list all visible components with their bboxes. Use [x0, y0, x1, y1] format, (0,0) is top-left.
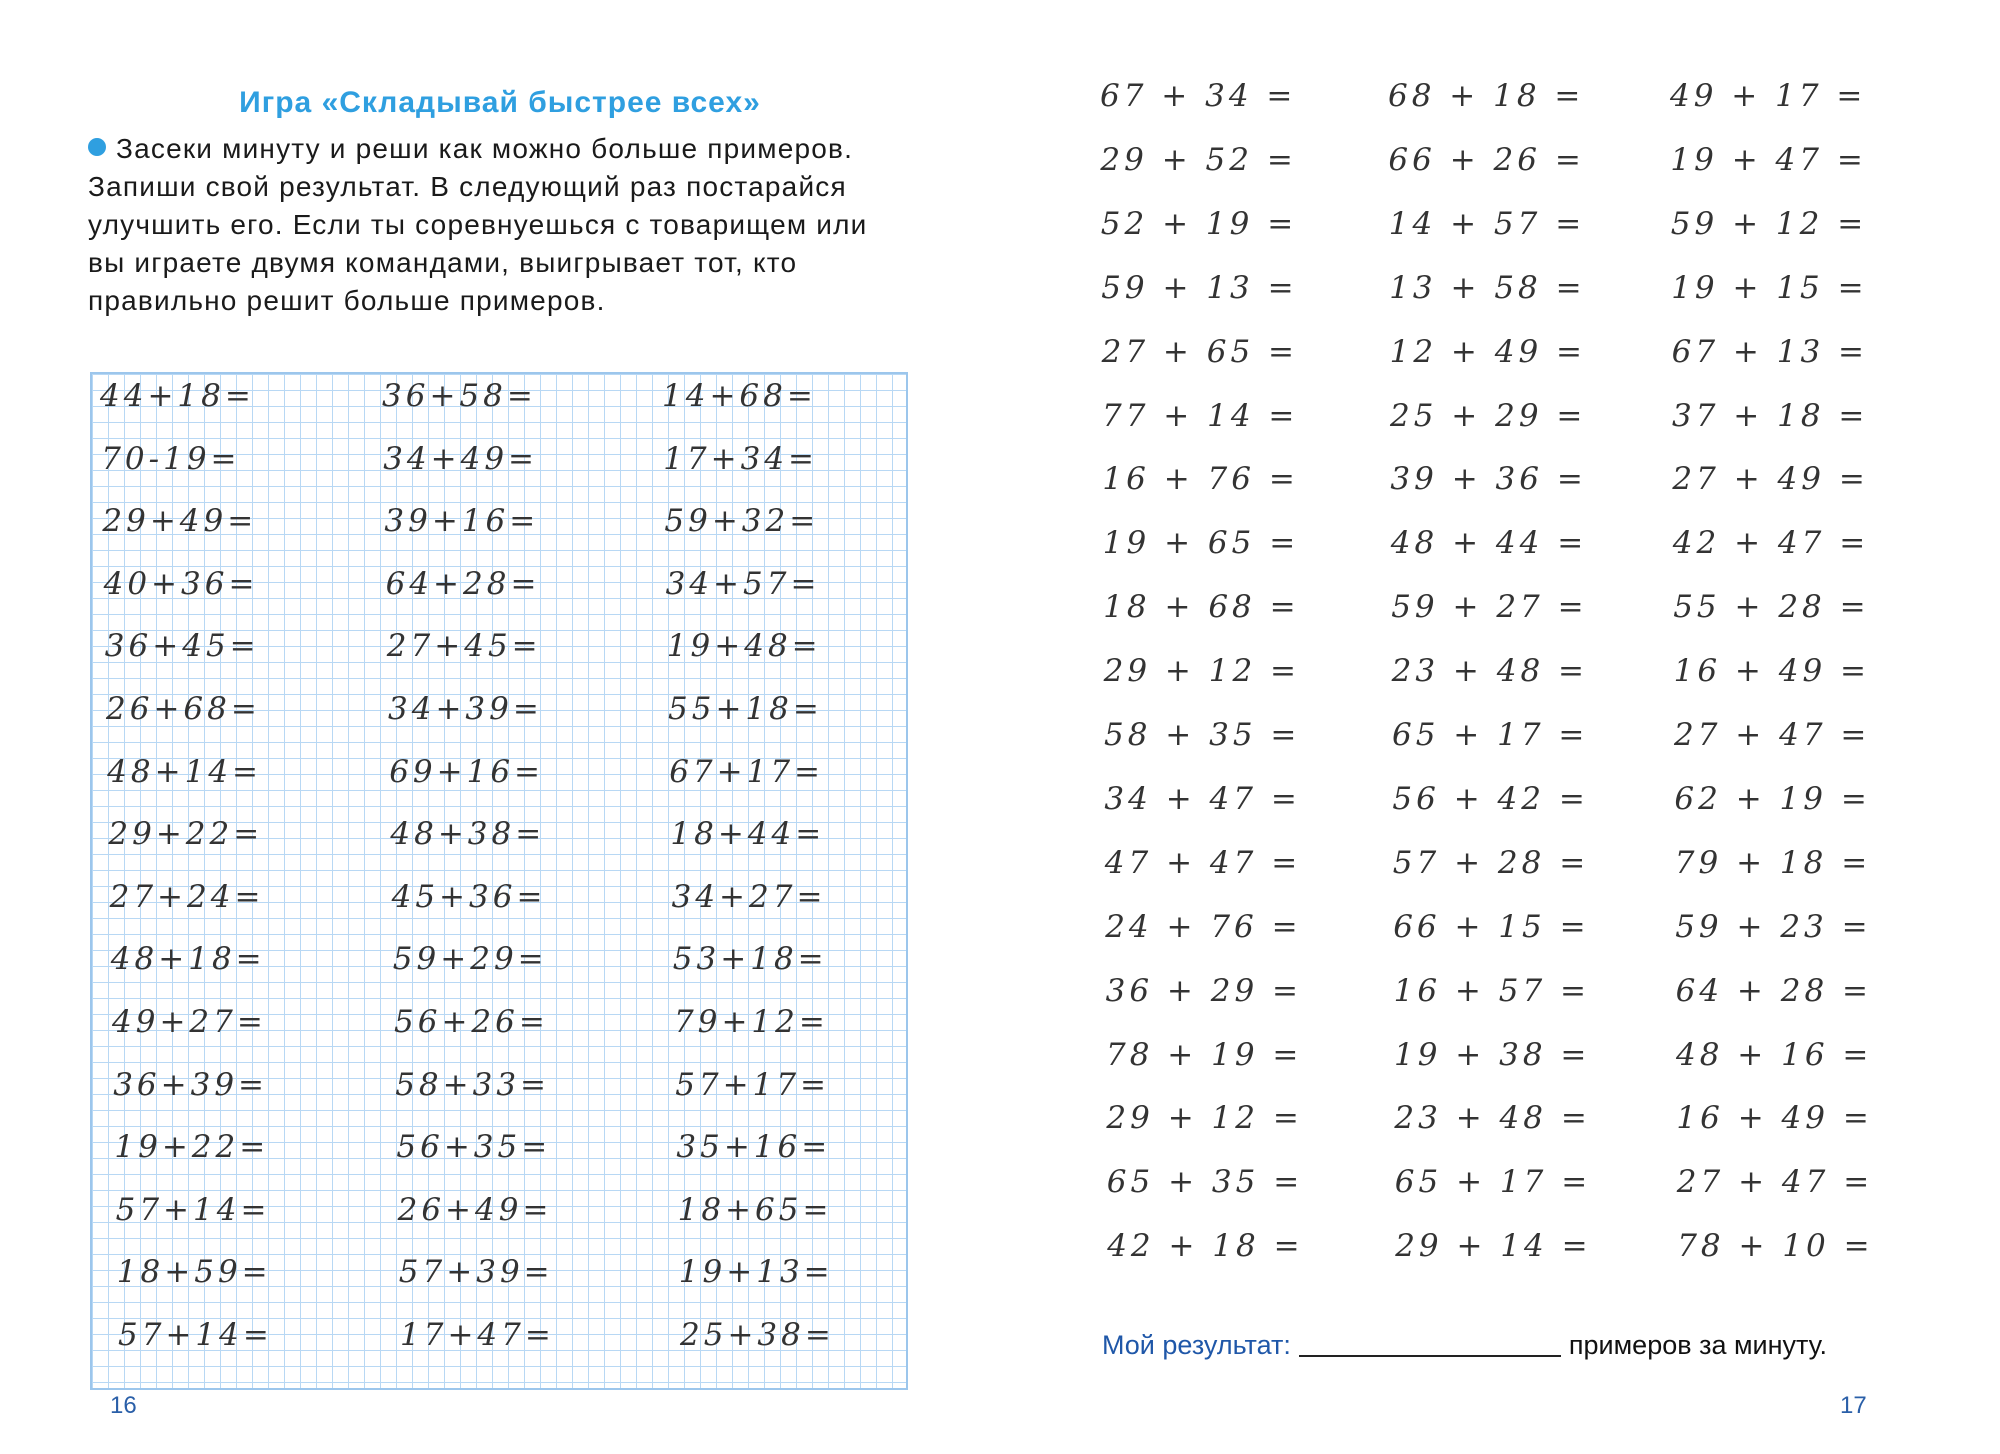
- problem-expression: 29 + 12 =: [1103, 653, 1300, 690]
- problem-expression: 67 + 34 =: [1100, 78, 1297, 114]
- problem-expression: 18+59=: [116, 1254, 272, 1291]
- problem-expression: 45+36=: [391, 878, 547, 915]
- problem-expression: 27 + 65 =: [1101, 333, 1298, 370]
- problem-expression: 16 + 57 =: [1393, 972, 1590, 1009]
- instruction-text: [88, 130, 908, 320]
- problem-expression: 62 + 19 =: [1674, 780, 1871, 817]
- problem-expression: 48 + 16 =: [1676, 1036, 1873, 1073]
- problem-expression: 42 + 18 =: [1107, 1228, 1304, 1265]
- problem-expression: 19 + 38 =: [1394, 1036, 1591, 1073]
- problem-expression: 53+18=: [672, 941, 828, 978]
- problem-expression: 49 + 17 =: [1670, 78, 1867, 114]
- problem-expression: 27 + 49 =: [1672, 461, 1869, 498]
- problem-expression: 49+27=: [112, 1004, 267, 1040]
- problem-expression: 16 + 49 =: [1676, 1100, 1873, 1137]
- problem-expression: 34+27=: [671, 878, 827, 915]
- problem-expression: 68 + 18 =: [1388, 78, 1585, 114]
- problem-expression: 29+49=: [102, 503, 258, 540]
- problem-expression: 29+22=: [108, 816, 264, 853]
- problem-expression: 58+33=: [395, 1066, 551, 1103]
- result-suffix: примеров за минуту.: [1568, 1330, 1827, 1360]
- problem-expression: 26+68=: [106, 691, 261, 727]
- problem-expression: 13 + 58 =: [1389, 269, 1586, 306]
- problem-expression: 29 + 12 =: [1106, 1100, 1303, 1137]
- problem-expression: 29 + 14 =: [1395, 1228, 1592, 1265]
- problem-expression: 59 + 13 =: [1101, 269, 1298, 306]
- problem-expression: 34+49=: [383, 440, 539, 477]
- problem-expression: 14 + 57 =: [1388, 205, 1586, 242]
- page-number: 17: [1840, 1392, 1867, 1419]
- problem-expression: 56+35=: [396, 1129, 552, 1166]
- problem-expression: 52 + 19 =: [1100, 205, 1298, 242]
- instruction-body: Засеки минуту и реши как можно больше примеров. Запиши свой результат. В следующий раз постарайся улучшить его. Если ты соревнуешься с товарищем или вы играете двумя командами, выигрывает тот, кто правильно решит больше примеров.: [88, 133, 868, 316]
- problem-expression: 17+47=: [400, 1317, 555, 1353]
- problem-expression: 19+22=: [114, 1129, 270, 1166]
- problem-expression: 78 + 10 =: [1677, 1228, 1874, 1265]
- problem-expression: 24 + 76 =: [1105, 908, 1302, 945]
- problem-expression: 19+48=: [666, 628, 822, 665]
- problem-expression: 35+16=: [676, 1129, 832, 1166]
- problem-expression: 19 + 15 =: [1671, 269, 1868, 306]
- problem-expression: 19 + 65 =: [1102, 525, 1300, 562]
- problem-expression: 59+29=: [392, 941, 548, 978]
- problem-expression: 57+14=: [118, 1317, 273, 1353]
- result-line: [1102, 1330, 1827, 1361]
- problem-expression: 69+16=: [389, 753, 545, 790]
- problem-expression: 67+17=: [669, 753, 825, 790]
- problem-expression: 40+36=: [103, 565, 259, 602]
- problem-expression: 42 + 47 =: [1672, 525, 1870, 562]
- problem-expression: 12 + 49 =: [1389, 333, 1586, 370]
- problem-expression: 27+24=: [109, 878, 265, 915]
- problem-expression: 57+14=: [115, 1191, 271, 1228]
- problem-expression: 27+45=: [386, 628, 542, 665]
- page-number: 16: [110, 1392, 137, 1419]
- problem-expression: 67 + 13 =: [1671, 333, 1868, 370]
- problem-expression: 18+44=: [670, 816, 826, 853]
- problem-expression: 65 + 17 =: [1394, 1164, 1592, 1201]
- problem-expression: 16 + 76 =: [1102, 461, 1299, 498]
- problem-expression: 25 + 29 =: [1390, 397, 1587, 434]
- problem-expression: 29 + 52 =: [1100, 141, 1297, 178]
- problem-expression: 26+49=: [397, 1191, 553, 1228]
- problem-expression: 66 + 15 =: [1393, 908, 1590, 945]
- problem-expression: 56 + 42 =: [1392, 780, 1589, 817]
- problem-expression: 19+13=: [678, 1254, 834, 1291]
- problem-expression: 48+14=: [107, 753, 263, 790]
- problem-expression: 27 + 47 =: [1676, 1164, 1874, 1201]
- problem-expression: 39 + 36 =: [1390, 461, 1587, 498]
- problem-expression: 77 + 14 =: [1102, 397, 1299, 434]
- problem-expression: 59 + 27 =: [1391, 589, 1588, 626]
- problem-expression: 70-19=: [101, 440, 241, 477]
- problem-expression: 34+57=: [665, 565, 821, 602]
- page-title: Игра «Складывай быстрее всех»: [239, 86, 761, 119]
- problem-expression: 66 + 26 =: [1388, 141, 1585, 178]
- problem-expression: 23 + 48 =: [1391, 653, 1588, 690]
- problem-expression: 64 + 28 =: [1675, 972, 1872, 1009]
- bullet-dot-icon: [88, 138, 106, 156]
- problem-expression: 27 + 47 =: [1674, 717, 1871, 753]
- right-page: [1000, 0, 2000, 1454]
- problem-expression: 23 + 48 =: [1394, 1100, 1591, 1137]
- problem-expression: 44+18=: [100, 378, 255, 414]
- problem-expression: 34+39=: [388, 691, 543, 727]
- result-label: Мой результат:: [1102, 1330, 1291, 1360]
- problem-expression: 56+26=: [394, 1004, 549, 1040]
- problem-expression: 48+18=: [110, 941, 266, 978]
- problem-expression: 34 + 47 =: [1104, 780, 1301, 817]
- problem-expression: 47 + 47 =: [1104, 844, 1302, 881]
- problem-expression: 25+38=: [680, 1317, 835, 1353]
- problem-expression: 57+39=: [398, 1254, 554, 1291]
- problem-expression: 78 + 19 =: [1106, 1036, 1303, 1073]
- problem-expression: 36+45=: [104, 628, 260, 665]
- problem-expression: 17+34=: [663, 440, 819, 477]
- problem-expression: 18+65=: [677, 1191, 833, 1228]
- problem-expression: 59 + 12 =: [1670, 205, 1868, 242]
- problem-expression: 36+58=: [382, 378, 537, 414]
- problem-expression: 36+39=: [113, 1066, 269, 1103]
- problem-expression: 58 + 35 =: [1104, 717, 1301, 753]
- problem-expression: 57 + 28 =: [1392, 844, 1590, 881]
- problem-expression: 39+16=: [384, 503, 540, 540]
- problem-expression: 79 + 18 =: [1674, 844, 1872, 881]
- problem-expression: 55+18=: [668, 691, 823, 727]
- problem-expression: 36 + 29 =: [1105, 972, 1302, 1009]
- problem-expression: 79+12=: [674, 1004, 829, 1040]
- problem-expression: 55 + 28 =: [1673, 589, 1870, 626]
- problem-expression: 59+32=: [664, 503, 820, 540]
- problem-expression: 37 + 18 =: [1672, 397, 1869, 434]
- problem-expression: 48+38=: [390, 816, 546, 853]
- problem-expression: 65 + 17 =: [1392, 717, 1589, 753]
- problem-expression: 14+68=: [662, 378, 817, 414]
- problem-expression: 57+17=: [675, 1066, 831, 1103]
- problem-expression: 16 + 49 =: [1673, 653, 1870, 690]
- problem-expression: 18 + 68 =: [1103, 589, 1300, 626]
- problem-expression: 48 + 44 =: [1390, 525, 1588, 562]
- problem-expression: 19 + 47 =: [1670, 141, 1867, 178]
- problem-expression: 59 + 23 =: [1675, 908, 1872, 945]
- result-blank-field[interactable]: [1299, 1331, 1561, 1357]
- problem-expression: 65 + 35 =: [1106, 1164, 1304, 1201]
- problem-expression: 64+28=: [385, 565, 541, 602]
